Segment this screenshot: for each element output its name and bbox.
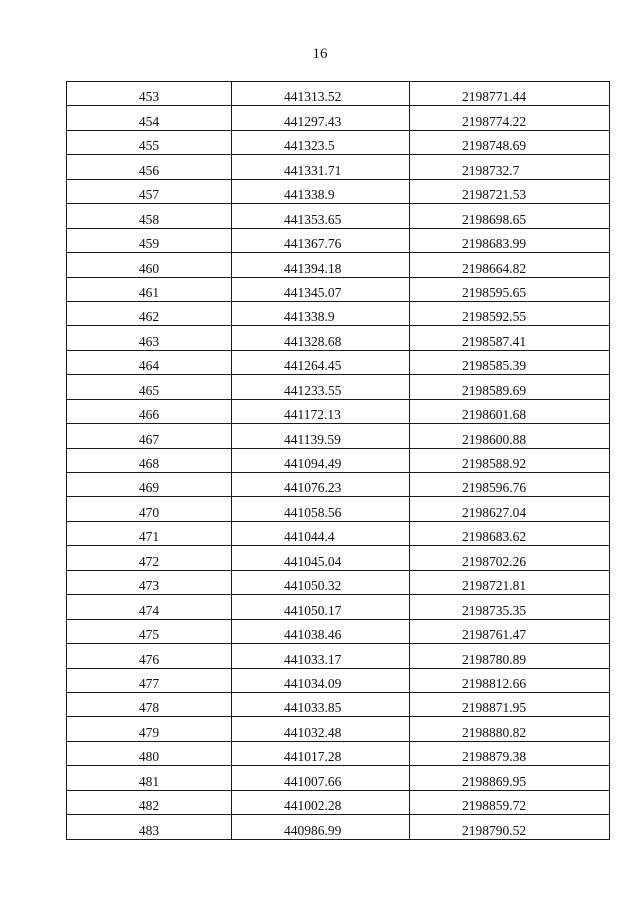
y-coordinate-cell: 2198812.66 — [410, 668, 610, 692]
y-coordinate-cell: 2198880.82 — [410, 717, 610, 741]
table-row — [67, 619, 610, 643]
point-number-cell: 468 — [67, 448, 232, 472]
table-row — [67, 326, 610, 350]
table-row — [67, 473, 610, 497]
table-row — [67, 130, 610, 154]
x-coordinate-cell: 441233.55 — [232, 375, 410, 399]
point-number-cell: 460 — [67, 253, 232, 277]
point-number-cell: 462 — [67, 301, 232, 325]
y-coordinate-cell: 2198601.68 — [410, 399, 610, 423]
x-coordinate-cell: 441045.04 — [232, 546, 410, 570]
table-row — [67, 668, 610, 692]
y-coordinate-cell: 2198771.44 — [410, 82, 610, 106]
y-coordinate-cell: 2198748.69 — [410, 130, 610, 154]
table-row — [67, 277, 610, 301]
y-coordinate-cell: 2198790.52 — [410, 815, 610, 839]
table-row — [67, 82, 610, 106]
y-coordinate-cell: 2198721.81 — [410, 570, 610, 594]
y-coordinate-cell: 2198627.04 — [410, 497, 610, 521]
x-coordinate-cell: 441139.59 — [232, 424, 410, 448]
x-coordinate-cell: 441353.65 — [232, 204, 410, 228]
x-coordinate-cell: 441313.52 — [232, 82, 410, 106]
x-coordinate-cell: 441033.85 — [232, 692, 410, 716]
point-number-cell: 481 — [67, 766, 232, 790]
table-row — [67, 644, 610, 668]
x-coordinate-cell: 441394.18 — [232, 253, 410, 277]
x-coordinate-cell: 441050.17 — [232, 595, 410, 619]
table-row — [67, 179, 610, 203]
x-coordinate-cell: 441094.49 — [232, 448, 410, 472]
x-coordinate-cell: 441032.48 — [232, 717, 410, 741]
point-number-cell: 476 — [67, 644, 232, 668]
y-coordinate-cell: 2198859.72 — [410, 790, 610, 814]
y-coordinate-cell: 2198871.95 — [410, 692, 610, 716]
point-number-cell: 467 — [67, 424, 232, 448]
table-row — [67, 448, 610, 472]
point-number-cell: 465 — [67, 375, 232, 399]
y-coordinate-cell: 2198683.99 — [410, 228, 610, 252]
x-coordinate-cell: 441323.5 — [232, 130, 410, 154]
table-row — [67, 253, 610, 277]
y-coordinate-cell: 2198596.76 — [410, 473, 610, 497]
table-row — [67, 399, 610, 423]
x-coordinate-cell: 441345.07 — [232, 277, 410, 301]
point-number-cell: 470 — [67, 497, 232, 521]
y-coordinate-cell: 2198721.53 — [410, 179, 610, 203]
x-coordinate-cell: 441007.66 — [232, 766, 410, 790]
x-coordinate-cell: 441338.9 — [232, 179, 410, 203]
y-coordinate-cell: 2198732.7 — [410, 155, 610, 179]
y-coordinate-cell: 2198702.26 — [410, 546, 610, 570]
point-number-cell: 482 — [67, 790, 232, 814]
x-coordinate-cell: 441264.45 — [232, 350, 410, 374]
point-number-cell: 471 — [67, 521, 232, 545]
y-coordinate-cell: 2198698.65 — [410, 204, 610, 228]
point-number-cell: 458 — [67, 204, 232, 228]
y-coordinate-cell: 2198588.92 — [410, 448, 610, 472]
x-coordinate-cell: 441328.68 — [232, 326, 410, 350]
x-coordinate-cell: 441034.09 — [232, 668, 410, 692]
x-coordinate-cell: 441331.71 — [232, 155, 410, 179]
y-coordinate-cell: 2198587.41 — [410, 326, 610, 350]
y-coordinate-cell: 2198774.22 — [410, 106, 610, 130]
table-row — [67, 497, 610, 521]
table-row — [67, 766, 610, 790]
point-number-cell: 455 — [67, 130, 232, 154]
point-number-cell: 479 — [67, 717, 232, 741]
point-number-cell: 461 — [67, 277, 232, 301]
point-number-cell: 475 — [67, 619, 232, 643]
table-row — [67, 155, 610, 179]
table-row — [67, 301, 610, 325]
point-number-cell: 463 — [67, 326, 232, 350]
point-number-cell: 480 — [67, 741, 232, 765]
y-coordinate-cell: 2198869.95 — [410, 766, 610, 790]
table-row — [67, 692, 610, 716]
point-number-cell: 453 — [67, 82, 232, 106]
x-coordinate-cell: 441297.43 — [232, 106, 410, 130]
x-coordinate-cell: 441044.4 — [232, 521, 410, 545]
y-coordinate-cell: 2198664.82 — [410, 253, 610, 277]
point-number-cell: 474 — [67, 595, 232, 619]
point-number-cell: 464 — [67, 350, 232, 374]
table-row — [67, 815, 610, 839]
coordinate-table — [66, 81, 610, 840]
point-number-cell: 466 — [67, 399, 232, 423]
table-row — [67, 595, 610, 619]
table-row — [67, 546, 610, 570]
point-number-cell: 483 — [67, 815, 232, 839]
x-coordinate-cell: 441058.56 — [232, 497, 410, 521]
coordinate-table-body — [67, 82, 610, 840]
y-coordinate-cell: 2198683.62 — [410, 521, 610, 545]
y-coordinate-cell: 2198761.47 — [410, 619, 610, 643]
y-coordinate-cell: 2198600.88 — [410, 424, 610, 448]
x-coordinate-cell: 441033.17 — [232, 644, 410, 668]
table-row — [67, 228, 610, 252]
y-coordinate-cell: 2198595.65 — [410, 277, 610, 301]
x-coordinate-cell: 441172.13 — [232, 399, 410, 423]
table-row — [67, 790, 610, 814]
y-coordinate-cell: 2198589.69 — [410, 375, 610, 399]
table-row — [67, 741, 610, 765]
point-number-cell: 459 — [67, 228, 232, 252]
x-coordinate-cell: 441338.9 — [232, 301, 410, 325]
point-number-cell: 477 — [67, 668, 232, 692]
table-row — [67, 521, 610, 545]
table-row — [67, 350, 610, 374]
point-number-cell: 473 — [67, 570, 232, 594]
y-coordinate-cell: 2198592.55 — [410, 301, 610, 325]
page-number: 16 — [312, 46, 328, 62]
x-coordinate-cell: 441050.32 — [232, 570, 410, 594]
point-number-cell: 454 — [67, 106, 232, 130]
x-coordinate-cell: 440986.99 — [232, 815, 410, 839]
x-coordinate-cell: 441002.28 — [232, 790, 410, 814]
point-number-cell: 469 — [67, 473, 232, 497]
point-number-cell: 457 — [67, 179, 232, 203]
x-coordinate-cell: 441038.46 — [232, 619, 410, 643]
point-number-cell: 478 — [67, 692, 232, 716]
table-row — [67, 570, 610, 594]
point-number-cell: 456 — [67, 155, 232, 179]
table-row — [67, 375, 610, 399]
x-coordinate-cell: 441076.23 — [232, 473, 410, 497]
x-coordinate-cell: 441017.28 — [232, 741, 410, 765]
point-number-cell: 472 — [67, 546, 232, 570]
table-row — [67, 204, 610, 228]
x-coordinate-cell: 441367.76 — [232, 228, 410, 252]
table-row — [67, 424, 610, 448]
y-coordinate-cell: 2198585.39 — [410, 350, 610, 374]
y-coordinate-cell: 2198735.35 — [410, 595, 610, 619]
y-coordinate-cell: 2198879.38 — [410, 741, 610, 765]
y-coordinate-cell: 2198780.89 — [410, 644, 610, 668]
table-row — [67, 106, 610, 130]
table-row — [67, 717, 610, 741]
